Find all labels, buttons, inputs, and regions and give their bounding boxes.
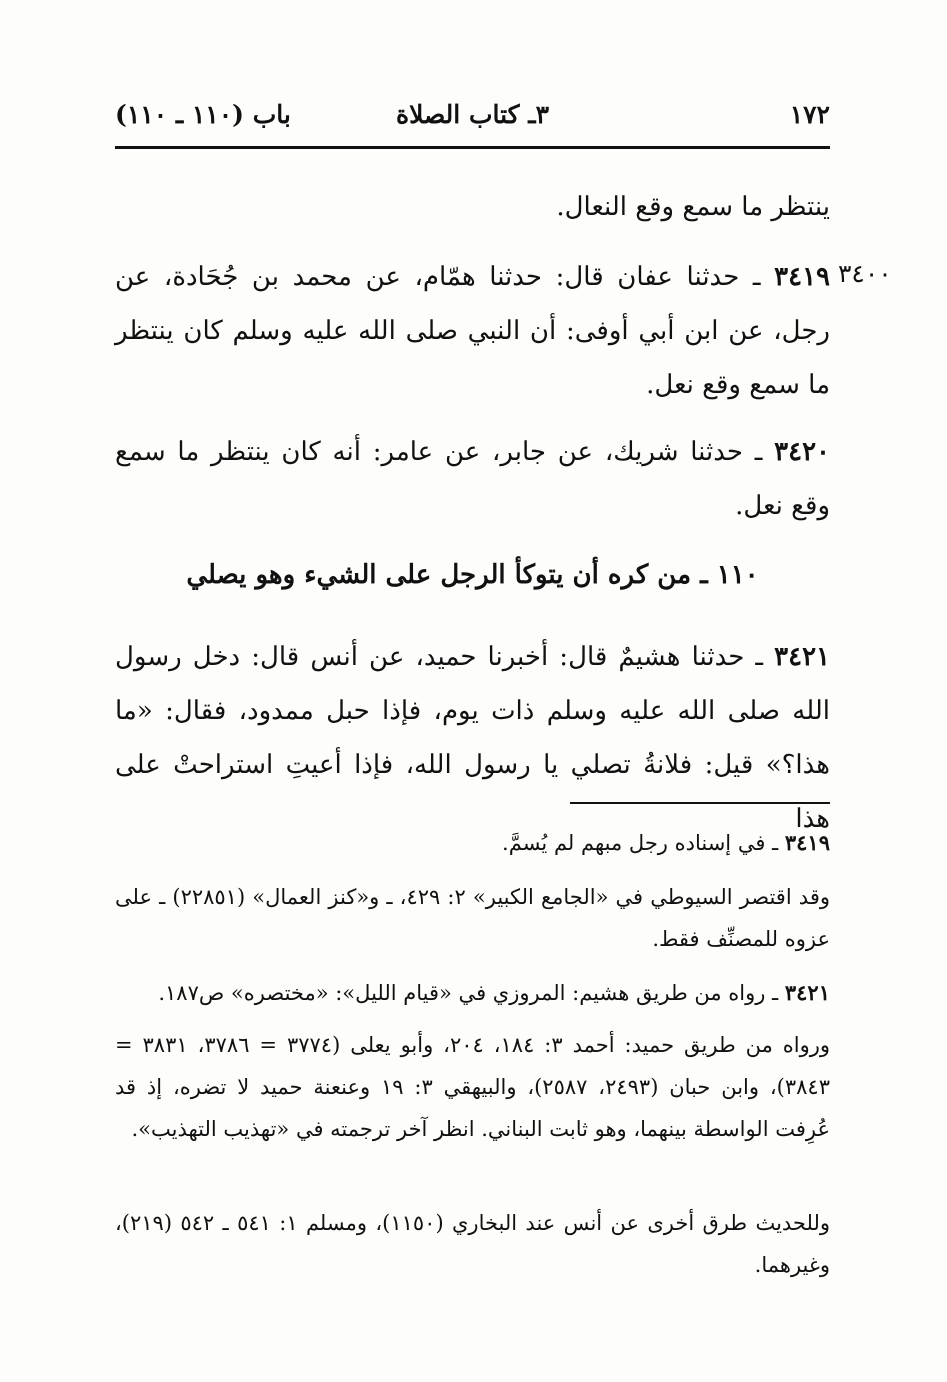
book-title: ٣ـ كتاب الصلاة [395, 100, 550, 129]
footnote-3421-sources [115, 1024, 830, 1150]
footnote-3421 [115, 972, 830, 1014]
header-rule [115, 146, 830, 149]
hadith-3420 [115, 425, 830, 533]
footnote-3419 [115, 822, 830, 864]
footnote-text: ورواه من طريق حميد: أحمد ٣: ١٨٤، ٢٠٤، وأبو يعلى (٣٧٧٤ = ٣٧٨٦، ٣٨٣١ = ٣٨٤٣)، وابن حبان (٢٤٩٣، ٢٥٨٧)، والبيهقي ٣: ١٩ وعنعنة حميد لا تضره، إذ قد عُرِفت الواسطة بينهما، وهو ثابت البناني. انظر آخر ترجمته في «تهذيب التهذيب». [115, 1033, 831, 1141]
hadith-number: ٣٤١٩ [774, 262, 830, 292]
hadith-3419 [115, 250, 830, 412]
footnote-separator [570, 802, 830, 804]
footnote-text: وقد اقتصر السيوطي في «الجامع الكبير» ٢: ٤٢٩، ـ و«كنز العمال» (٢٢٨٥١) ـ على عزوه للمصنِّف فقط. [115, 885, 830, 951]
footnote-text: وللحديث طرق أخرى عن أنس عند البخاري (١١٥٠)، ومسلم ١: ٥٤١ ـ ٥٤٢ (٢١٩)، وغيرهما. [115, 1211, 830, 1277]
footnote-number: ٣٤١٩ [784, 830, 830, 855]
footnote-3419-note [115, 876, 830, 960]
footnote-text: ـ في إسناده رجل مبهم لم يُسمَّ. [502, 831, 785, 855]
paragraph-continuation [115, 180, 830, 234]
hadith-number: ٣٤٢٠ [774, 437, 830, 467]
hadith-text: ـ حدثنا هشيمٌ قال: أخبرنا حميد، عن أنس قال: دخل رسول الله صلى الله عليه وسلم ذات يوم، فإذا حبل ممدود، فقال: «ما هذا؟» قيل: فلانةُ تصلي يا رسول الله، فإذا أعيتِ استراحتْ على هذا [115, 642, 830, 834]
page-number: ١٧٢ [789, 100, 830, 129]
paragraph-text: ينتظر ما سمع وقع النعال. [556, 192, 830, 222]
hadith-text: ـ حدثنا عفان قال: حدثنا همّام، عن محمد بن جُحَادة، عن رجل، عن ابن أبي أوفى: أن النبي صلى الله عليه وسلم كان ينتظر ما سمع وقع نعل. [115, 262, 830, 400]
margin-number: ٣٤٠٠ [838, 259, 892, 288]
hadith-number: ٣٤٢١ [774, 642, 830, 672]
footnote-3421-other [115, 1202, 830, 1286]
footnote-text: ـ رواه من طريق هشيم: المروزي في «قيام الليل»: «مختصره» ص١٨٧. [158, 981, 785, 1005]
footnote-number: ٣٤٢١ [784, 980, 830, 1005]
hadith-3421 [115, 630, 830, 846]
chapter-heading: ١١٠ ـ من كره أن يتوكأ الرجل على الشيء وهو يصلي [186, 560, 759, 590]
hadith-text: ـ حدثنا شريك، عن جابر، عن عامر: أنه كان ينتظر ما سمع وقع نعل. [115, 437, 830, 521]
chapter-range: باب (١١٠ ـ ١١٠) [115, 100, 291, 129]
running-header [115, 100, 830, 140]
